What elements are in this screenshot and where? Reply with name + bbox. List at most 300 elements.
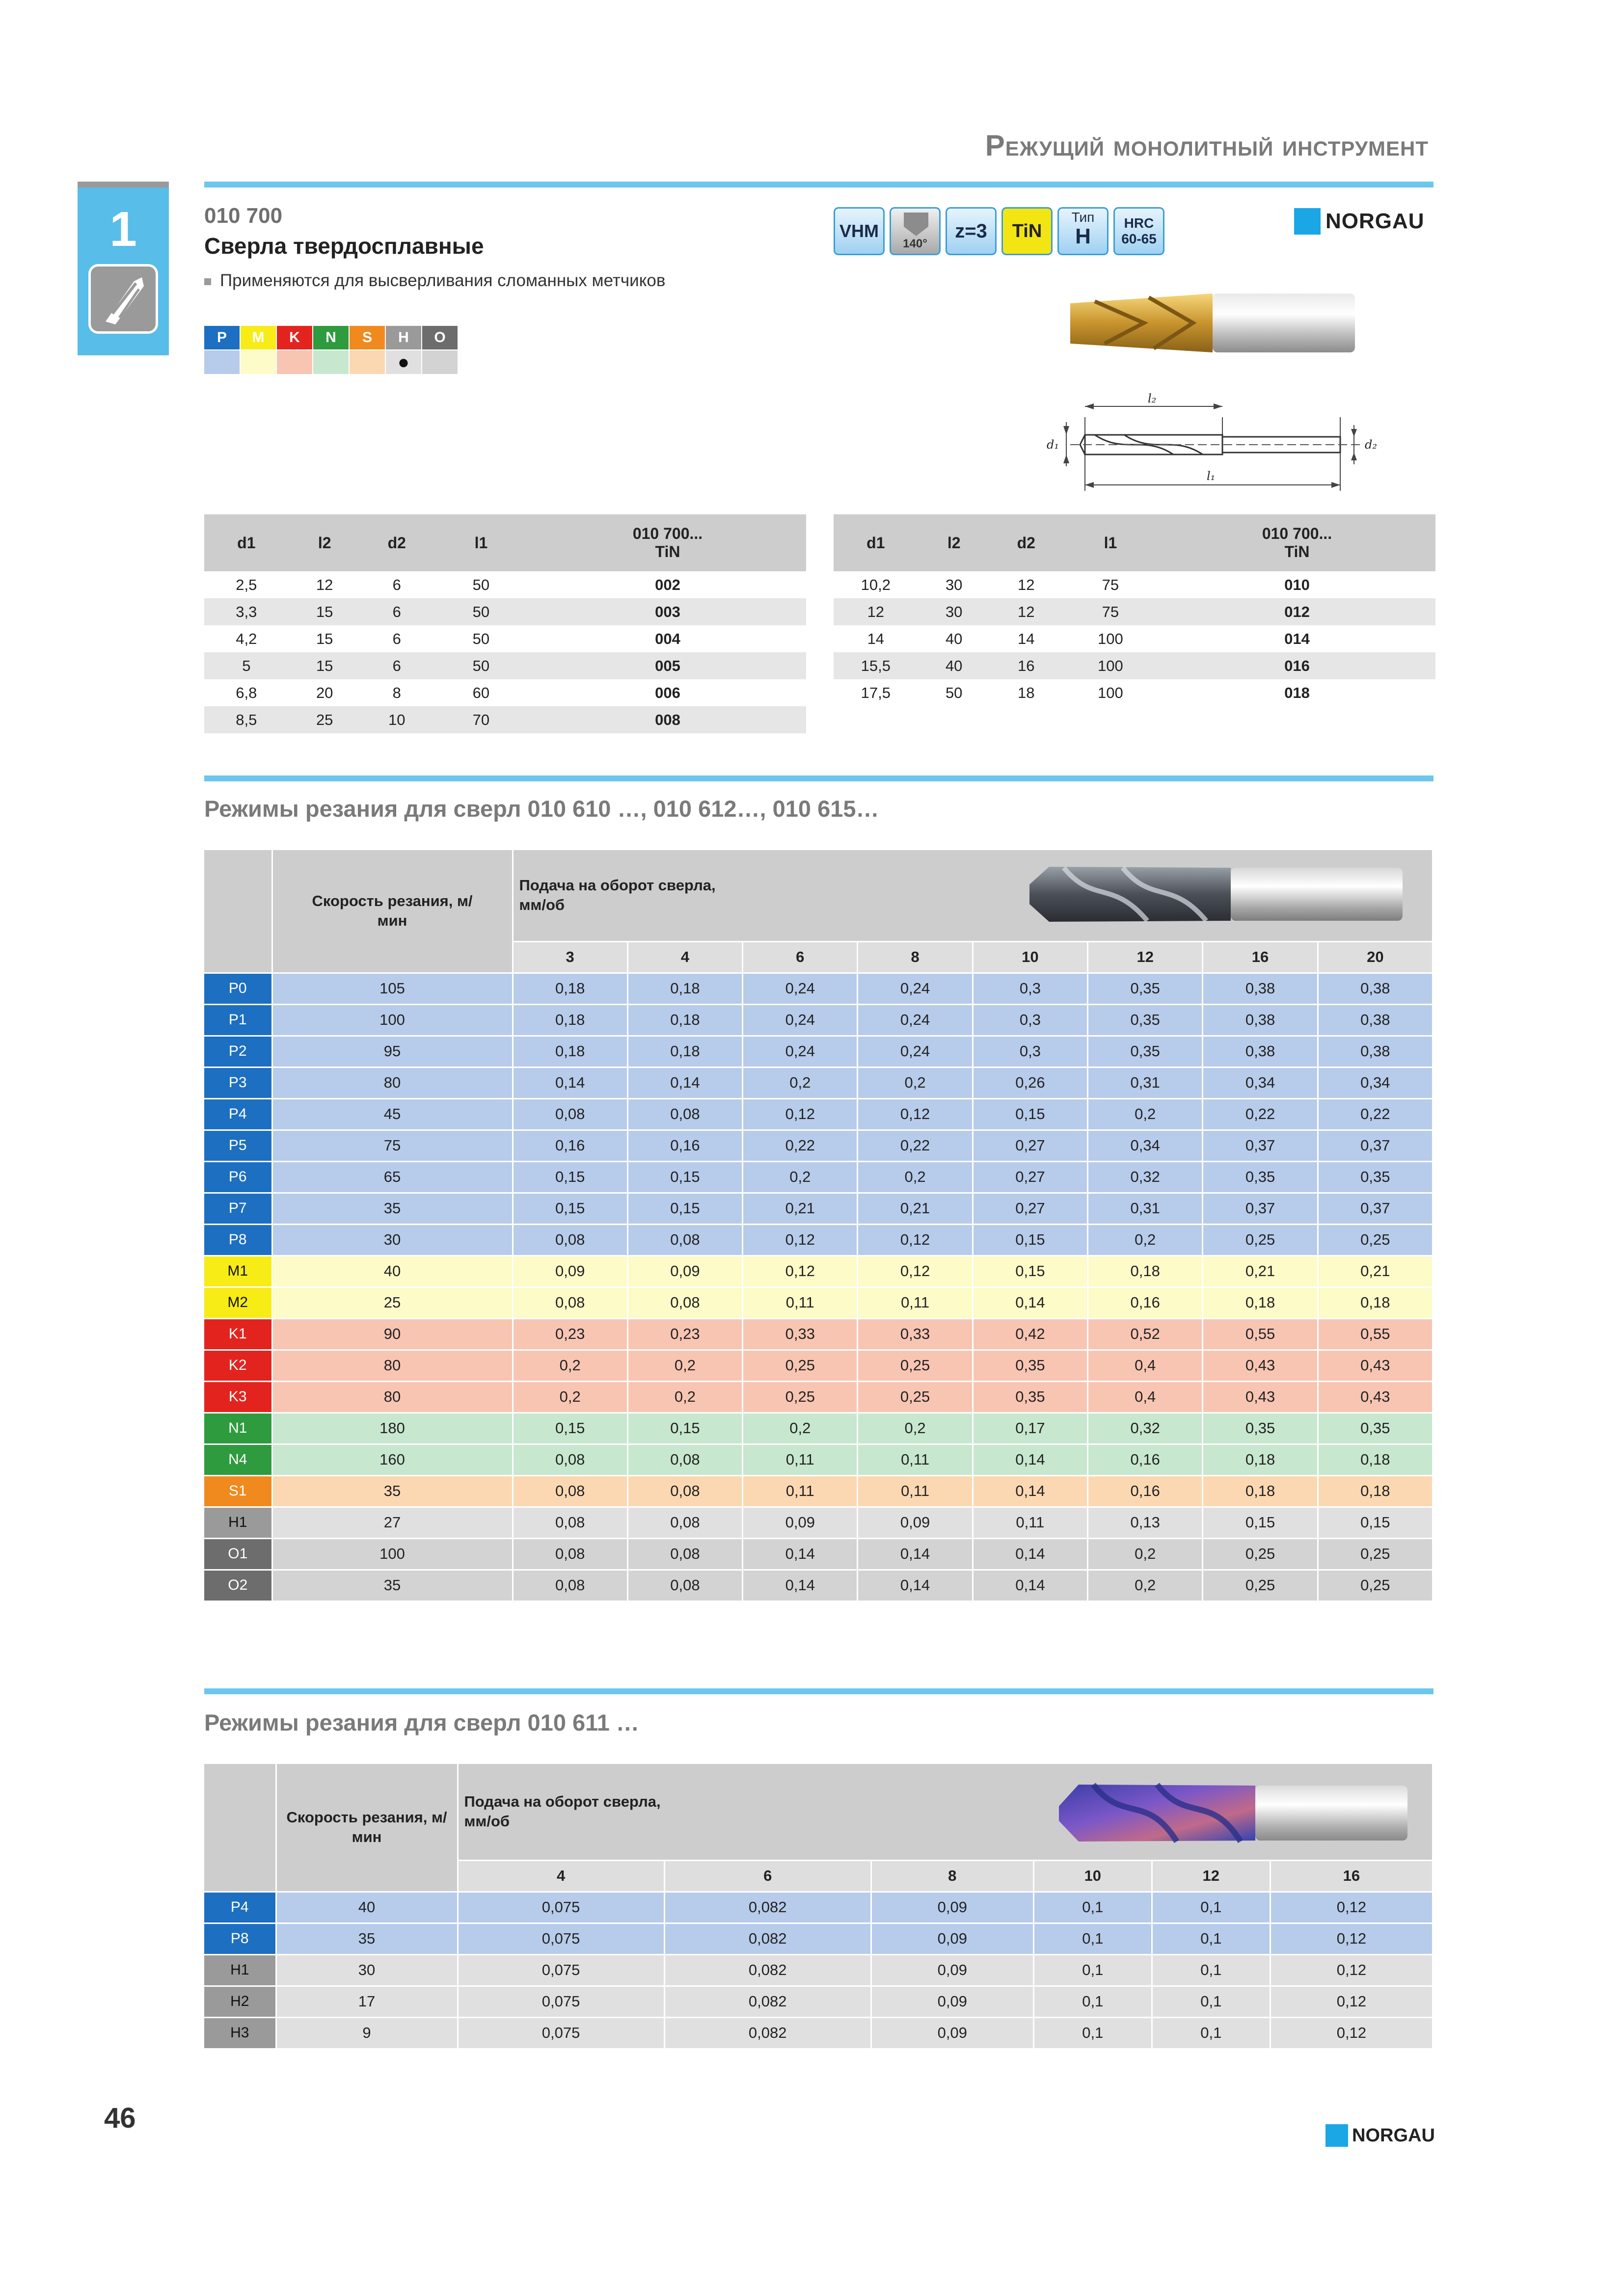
cutting-table-1 <box>204 850 1434 1602</box>
feed-value: 0,37 <box>1203 1193 1318 1224</box>
feed-value: 0,21 <box>858 1193 973 1224</box>
feed-value: 0,075 <box>458 1923 664 1954</box>
cutting-speed: 25 <box>272 1287 513 1318</box>
cutting-speed: 35 <box>272 1193 513 1224</box>
cutting-speed: 80 <box>272 1067 513 1098</box>
feed-value: 0,32 <box>1088 1161 1203 1193</box>
table-cell: 3,3 <box>204 598 289 625</box>
cutting-speed: 90 <box>272 1318 513 1350</box>
type-badge <box>1057 207 1109 255</box>
table-row <box>204 1923 1433 1954</box>
feed-value: 0,2 <box>858 1413 973 1444</box>
cutting-speed: 80 <box>272 1381 513 1413</box>
order-code: 010 <box>1284 576 1310 593</box>
feed-value: 0,08 <box>513 1287 627 1318</box>
feed-value: 0,35 <box>1088 1004 1203 1036</box>
material-code: P4 <box>204 1892 276 1923</box>
cutting-speed: 65 <box>272 1161 513 1193</box>
feed-value: 0,2 <box>513 1381 627 1413</box>
table-row <box>204 1130 1433 1161</box>
cutting-speed: 100 <box>272 1004 513 1036</box>
feed-value: 0,08 <box>627 1224 742 1255</box>
feed-value: 0,25 <box>858 1350 973 1381</box>
diameter-header: 16 <box>1270 1860 1433 1892</box>
feed-value: 0,15 <box>1203 1507 1318 1538</box>
feed-value: 0,24 <box>743 1036 858 1067</box>
feed-value: 0,15 <box>627 1193 742 1224</box>
material-tag-s: S <box>350 326 385 349</box>
feed-value: 0,18 <box>513 1036 627 1067</box>
diameter-header: 6 <box>664 1860 871 1892</box>
table-cell: 10 <box>361 706 433 733</box>
feed-header-text: Подача на оборот сверла, мм/об <box>464 1793 661 1830</box>
feed-value: 0,2 <box>1088 1098 1203 1130</box>
brand-name: NORGAU <box>1352 2125 1435 2146</box>
speed-col-header <box>272 850 513 973</box>
material-code: O1 <box>204 1538 272 1570</box>
feed-value: 0,37 <box>1203 1130 1318 1161</box>
feed-value: 0,14 <box>973 1287 1087 1318</box>
table-cell: 20 <box>316 684 333 701</box>
material-mark-h: ● <box>386 350 421 374</box>
brand-logo-bottom <box>1325 2124 1435 2147</box>
table-cell: 12 <box>1018 576 1035 593</box>
material-tag-o: O <box>422 326 458 349</box>
feed-value: 0,31 <box>1088 1193 1203 1224</box>
feed-value: 0,16 <box>1088 1444 1203 1475</box>
feed-value: 0,42 <box>973 1318 1087 1350</box>
feed-value: 0,09 <box>871 1954 1033 1986</box>
feed-value: 0,33 <box>743 1318 858 1350</box>
feed-value: 0,08 <box>627 1538 742 1570</box>
feed-value: 0,1 <box>1033 1923 1152 1954</box>
feed-value: 0,08 <box>627 1098 742 1130</box>
feed-value: 0,15 <box>1318 1507 1433 1538</box>
table-cell: 50 <box>433 598 529 625</box>
material-code: N1 <box>204 1413 272 1444</box>
feed-value: 0,18 <box>513 1004 627 1036</box>
bullet-icon <box>204 278 211 285</box>
table-cell: 100 <box>1062 652 1159 679</box>
feed-value: 0,22 <box>858 1130 973 1161</box>
table-cell: 30 <box>945 576 963 593</box>
material-code: P2 <box>204 1036 272 1067</box>
table-row <box>204 2017 1433 2049</box>
feed-value: 0,2 <box>743 1067 858 1098</box>
product-usage <box>204 271 665 291</box>
feed-value: 0,16 <box>1088 1287 1203 1318</box>
material-code: P0 <box>204 973 272 1004</box>
feed-value: 0,11 <box>858 1444 973 1475</box>
table-cell: 10,2 <box>861 576 891 593</box>
table-row <box>204 1986 1433 2017</box>
feed-value: 0,21 <box>743 1193 858 1224</box>
feed-value: 0,18 <box>627 1004 742 1036</box>
table-row <box>204 1350 1433 1381</box>
feed-value: 0,1 <box>1152 1923 1270 1954</box>
feed-value: 0,1 <box>1152 1892 1270 1923</box>
drill-photo-1 <box>1020 860 1407 933</box>
material-code: P5 <box>204 1130 272 1161</box>
feed-value: 0,15 <box>513 1413 627 1444</box>
feed-value: 0,08 <box>513 1444 627 1475</box>
material-grid <box>204 326 458 374</box>
feed-value: 0,4 <box>1088 1350 1203 1381</box>
product-name: Сверла твердосплавные <box>204 233 484 259</box>
feed-value: 0,18 <box>1318 1475 1433 1507</box>
feed-value: 0,3 <box>973 973 1087 1004</box>
diameter-header: 20 <box>1318 941 1433 973</box>
feed-value: 0,08 <box>513 1538 627 1570</box>
diameter-header: 8 <box>858 941 973 973</box>
feed-value: 0,082 <box>664 1954 871 1986</box>
feed-value: 0,43 <box>1318 1381 1433 1413</box>
table-cell: 17,5 <box>861 684 891 701</box>
material-code: P7 <box>204 1193 272 1224</box>
brand-square-icon <box>1294 208 1321 235</box>
table-cell: 70 <box>433 706 529 733</box>
feed-value: 0,2 <box>858 1067 973 1098</box>
table-cell: 12 <box>990 598 1062 625</box>
table-row <box>204 1067 1433 1098</box>
table-cell: 4,2 <box>236 630 257 647</box>
feed-value: 0,18 <box>627 1036 742 1067</box>
type-value: H <box>1075 224 1091 248</box>
feed-value: 0,075 <box>458 2017 664 2049</box>
table-cell: 15 <box>289 652 361 679</box>
feed-value: 0,08 <box>513 1570 627 1601</box>
feed-value: 0,14 <box>858 1538 973 1570</box>
feed-col-header <box>458 1764 1433 1860</box>
chapter-number: 1 <box>109 202 137 257</box>
table-cell: 8 <box>392 684 401 701</box>
feed-value: 0,08 <box>627 1570 742 1601</box>
table-cell: 50 <box>472 630 490 647</box>
feed-value: 0,4 <box>1088 1381 1203 1413</box>
feed-value: 0,075 <box>458 1954 664 1986</box>
feed-value: 0,15 <box>973 1224 1087 1255</box>
material-code: H1 <box>204 1954 276 1986</box>
table-row <box>204 625 806 652</box>
feed-value: 0,11 <box>973 1507 1087 1538</box>
section2-title: Режимы резания для сверл 010 611 … <box>204 1709 639 1735</box>
table-cell: 5 <box>204 652 289 679</box>
hrc-value: 60-65 <box>1121 231 1157 246</box>
feed-value: 0,14 <box>973 1570 1087 1601</box>
feed-value: 0,35 <box>1203 1413 1318 1444</box>
cutting-speed: 17 <box>276 1986 458 2017</box>
table-cell: 15 <box>316 630 333 647</box>
feed-value: 0,08 <box>627 1507 742 1538</box>
feed-value: 0,25 <box>1318 1570 1433 1601</box>
table-row <box>204 1161 1433 1193</box>
cutting-speed: 35 <box>272 1475 513 1507</box>
feed-value: 0,11 <box>743 1287 858 1318</box>
feed-value: 0,25 <box>1203 1570 1318 1601</box>
feed-value: 0,25 <box>743 1350 858 1381</box>
feed-value: 0,11 <box>743 1475 858 1507</box>
feed-value: 0,12 <box>858 1098 973 1130</box>
feed-header-text: Подача на оборот сверла, мм/об <box>519 877 716 914</box>
table-row <box>204 598 806 625</box>
feed-value: 0,34 <box>1318 1067 1433 1098</box>
feed-value: 0,08 <box>627 1444 742 1475</box>
order-code: 018 <box>1284 684 1310 701</box>
product-photo <box>1065 289 1365 360</box>
order-code: 014 <box>1284 630 1310 647</box>
table-cell: 50 <box>945 684 963 701</box>
table-row <box>204 1224 1433 1255</box>
table-row <box>204 1413 1433 1444</box>
feed-value: 0,22 <box>1203 1098 1318 1130</box>
feed-value: 0,3 <box>973 1004 1087 1036</box>
feed-value: 0,082 <box>664 1923 871 1954</box>
diameter-header: 10 <box>1033 1860 1152 1892</box>
feed-value: 0,08 <box>513 1098 627 1130</box>
feed-value: 0,17 <box>973 1413 1087 1444</box>
feed-value: 0,37 <box>1318 1193 1433 1224</box>
cutting-speed: 105 <box>272 973 513 1004</box>
feed-value: 0,14 <box>743 1538 858 1570</box>
table-cell: 50 <box>472 576 490 593</box>
cutting-speed: 45 <box>272 1098 513 1130</box>
col-header-code-main: 010 700... <box>632 525 703 542</box>
feed-value: 0,16 <box>513 1130 627 1161</box>
feed-value: 0,18 <box>1203 1287 1318 1318</box>
feed-value: 0,08 <box>513 1507 627 1538</box>
material-tag-p: P <box>204 326 240 349</box>
table-row <box>204 1004 1433 1036</box>
feed-value: 0,38 <box>1318 1036 1433 1067</box>
feed-value: 0,2 <box>627 1350 742 1381</box>
table-cell: 75 <box>1062 598 1159 625</box>
feed-value: 0,21 <box>1203 1255 1318 1287</box>
feed-value: 0,38 <box>1203 1004 1318 1036</box>
diameter-header: 3 <box>513 941 627 973</box>
material-code: P8 <box>204 1923 276 1954</box>
feed-value: 0,09 <box>871 1923 1033 1954</box>
feed-value: 0,18 <box>1318 1287 1433 1318</box>
order-code: 012 <box>1159 598 1435 625</box>
feed-value: 0,55 <box>1318 1318 1433 1350</box>
drill-photo-2 <box>1049 1774 1412 1856</box>
feed-value: 0,15 <box>627 1413 742 1444</box>
cutting-speed: 40 <box>276 1892 458 1923</box>
feed-value: 0,43 <box>1203 1350 1318 1381</box>
feed-value: 0,09 <box>858 1507 973 1538</box>
feed-value: 0,2 <box>743 1161 858 1193</box>
material-mark-s <box>350 350 385 374</box>
chapter-tab <box>78 182 169 355</box>
material-code: N4 <box>204 1444 272 1475</box>
feed-col-header <box>513 850 1433 941</box>
cutting-speed: 80 <box>272 1350 513 1381</box>
feed-value: 0,35 <box>1088 973 1203 1004</box>
material-code: M1 <box>204 1255 272 1287</box>
feed-value: 0,12 <box>743 1098 858 1130</box>
feed-value: 0,14 <box>858 1570 973 1601</box>
feed-value: 0,35 <box>1203 1161 1318 1193</box>
cutting-speed: 30 <box>276 1954 458 1986</box>
material-code: H1 <box>204 1507 272 1538</box>
feed-value: 0,24 <box>743 973 858 1004</box>
cutting-speed: 100 <box>272 1538 513 1570</box>
table-row <box>204 1444 1433 1475</box>
col-header-l2: l2 <box>918 514 990 571</box>
feed-value: 0,21 <box>1318 1255 1433 1287</box>
section1-divider <box>204 775 1434 781</box>
feed-value: 0,52 <box>1088 1318 1203 1350</box>
col-header-code <box>529 514 806 571</box>
feed-value: 0,082 <box>664 2017 871 2049</box>
feed-value: 0,09 <box>743 1507 858 1538</box>
diameter-header: 6 <box>743 941 858 973</box>
table-row <box>204 1098 1433 1130</box>
table-row <box>834 598 1435 625</box>
brand-logo-top <box>1294 208 1425 235</box>
feed-value: 0,075 <box>458 1892 664 1923</box>
table-cell: 15,5 <box>834 652 918 679</box>
feed-value: 0,08 <box>513 1224 627 1255</box>
table-cell: 6 <box>392 630 401 647</box>
table-row <box>204 679 806 706</box>
diameter-header: 12 <box>1152 1860 1270 1892</box>
feed-value: 0,38 <box>1318 973 1433 1004</box>
feed-value: 0,1 <box>1033 1954 1152 1986</box>
feed-value: 0,12 <box>1270 1923 1433 1954</box>
col-header-code-main: 010 700... <box>1262 525 1332 542</box>
feed-value: 0,31 <box>1088 1067 1203 1098</box>
table-cell: 16 <box>990 652 1062 679</box>
feed-value: 0,38 <box>1318 1004 1433 1036</box>
table-cell: 14 <box>867 630 885 647</box>
col-header-d1: d1 <box>834 514 918 571</box>
table-cell: 12 <box>834 598 918 625</box>
table-row <box>204 1954 1433 1986</box>
table-row <box>204 1507 1433 1538</box>
feed-value: 0,35 <box>1088 1036 1203 1067</box>
table-cell: 12 <box>316 576 333 593</box>
feed-value: 0,16 <box>627 1130 742 1161</box>
col-header-l2: l2 <box>289 514 361 571</box>
diameter-header: 12 <box>1088 941 1203 973</box>
cutting-speed: 30 <box>272 1224 513 1255</box>
feed-value: 0,2 <box>1088 1538 1203 1570</box>
dimension-table-right <box>834 514 1435 706</box>
table-cell: 60 <box>472 684 490 701</box>
feed-value: 0,15 <box>513 1161 627 1193</box>
feed-value: 0,15 <box>973 1098 1087 1130</box>
table-cell: 40 <box>918 652 990 679</box>
feed-value: 0,14 <box>627 1067 742 1098</box>
label-l2: l₂ <box>1148 392 1157 405</box>
order-code: 006 <box>655 684 680 701</box>
feed-value: 0,082 <box>664 1986 871 2017</box>
feed-value: 0,14 <box>973 1475 1087 1507</box>
feed-value: 0,13 <box>1088 1507 1203 1538</box>
table-cell: 8,5 <box>204 706 289 733</box>
col-header-l1: l1 <box>433 514 529 571</box>
feed-value: 0,23 <box>513 1318 627 1350</box>
feed-value: 0,082 <box>664 1892 871 1923</box>
table-cell: 75 <box>1102 576 1119 593</box>
material-code: P3 <box>204 1067 272 1098</box>
section1-title: Режимы резания для сверл 010 610 …, 010 612…, 010 615… <box>204 796 879 822</box>
material-col-header <box>204 1764 276 1892</box>
feed-value: 0,35 <box>973 1350 1087 1381</box>
table-row <box>204 1538 1433 1570</box>
feed-value: 0,35 <box>1318 1413 1433 1444</box>
speed-header-text: Скорость резания, м/мин <box>312 892 473 930</box>
feed-value: 0,2 <box>513 1350 627 1381</box>
order-code: 008 <box>529 706 806 733</box>
col-header-code-sub: TiN <box>1284 543 1310 561</box>
feed-value: 0,08 <box>513 1475 627 1507</box>
coating-badge: TiN <box>1001 207 1053 255</box>
feed-value: 0,12 <box>743 1255 858 1287</box>
feed-value: 0,25 <box>858 1381 973 1413</box>
material-mark-p <box>204 350 240 374</box>
point-angle-badge <box>890 207 941 255</box>
cutting-speed: 35 <box>276 1923 458 1954</box>
table-row <box>204 973 1433 1004</box>
label-d2: d₂ <box>1365 438 1377 452</box>
feed-value: 0,2 <box>1088 1224 1203 1255</box>
feed-value: 0,34 <box>1088 1130 1203 1161</box>
table-row <box>204 1570 1433 1601</box>
point-angle-value: 140° <box>903 237 927 250</box>
cutting-table-2 <box>204 1764 1434 2050</box>
feed-value: 0,43 <box>1318 1350 1433 1381</box>
order-code: 016 <box>1159 652 1435 679</box>
material-code: H2 <box>204 1986 276 2017</box>
table-row <box>204 1255 1433 1287</box>
material-tag-h: H <box>386 326 421 349</box>
col-header-code <box>1159 514 1435 571</box>
feed-value: 0,37 <box>1318 1130 1433 1161</box>
section2-divider <box>204 1688 1434 1694</box>
col-header-l1: l1 <box>1062 514 1159 571</box>
feed-value: 0,18 <box>1203 1475 1318 1507</box>
feed-value: 0,25 <box>1203 1224 1318 1255</box>
feed-value: 0,14 <box>513 1067 627 1098</box>
cutting-speed: 40 <box>272 1255 513 1287</box>
feed-value: 0,27 <box>973 1193 1087 1224</box>
feed-value: 0,32 <box>1088 1413 1203 1444</box>
material-code: S1 <box>204 1475 272 1507</box>
table-cell: 6 <box>392 576 401 593</box>
feed-value: 0,18 <box>513 973 627 1004</box>
material-code: P4 <box>204 1098 272 1130</box>
material-code: P1 <box>204 1004 272 1036</box>
feed-value: 0,2 <box>743 1413 858 1444</box>
header-divider <box>204 182 1434 187</box>
table-cell: 100 <box>1098 630 1123 647</box>
feed-value: 0,1 <box>1152 2017 1270 2049</box>
feed-value: 0,26 <box>973 1067 1087 1098</box>
feed-value: 0,25 <box>1318 1538 1433 1570</box>
material-code: K2 <box>204 1350 272 1381</box>
hrc-badge <box>1113 207 1164 255</box>
product-code: 010 700 <box>204 204 283 228</box>
feed-value: 0,1 <box>1033 1892 1152 1923</box>
material-mark-n <box>313 350 349 374</box>
feed-value: 0,18 <box>627 973 742 1004</box>
feed-value: 0,24 <box>743 1004 858 1036</box>
feed-value: 0,24 <box>858 1004 973 1036</box>
col-header-d2: d2 <box>361 514 433 571</box>
label-l1: l₁ <box>1207 469 1216 483</box>
